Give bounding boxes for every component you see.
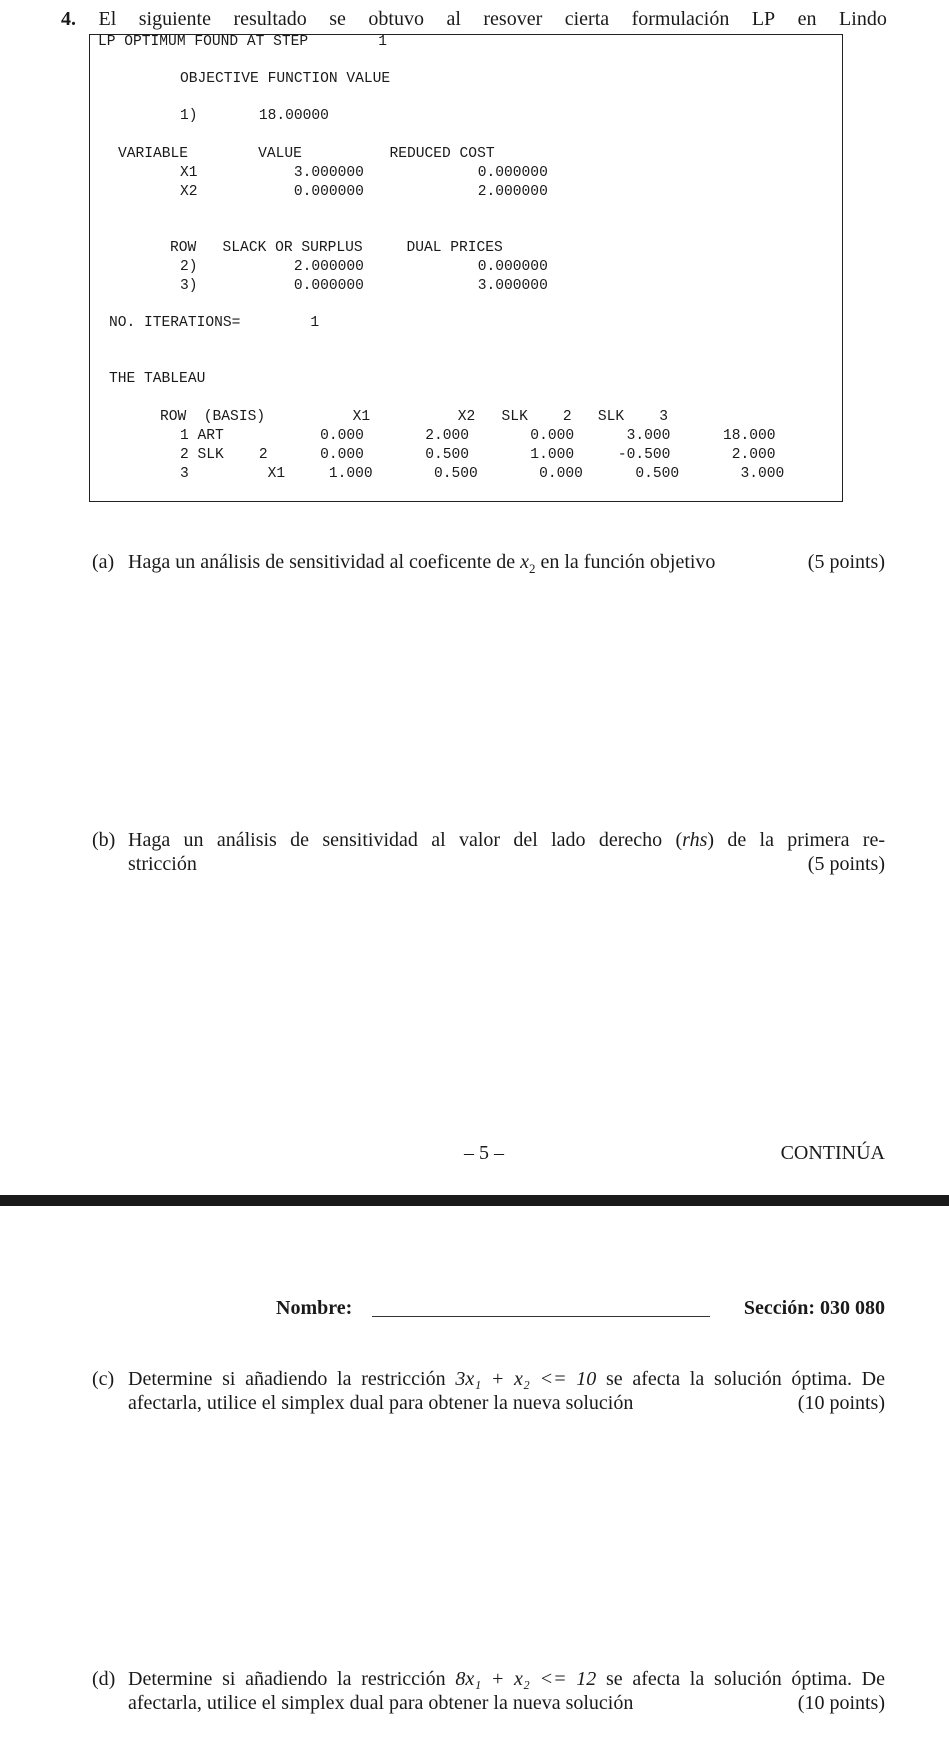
tableau-header: ROW (BASIS) X1 X2 SLK 2 SLK 3: [160, 409, 668, 425]
question-d-points: (10 points): [797, 1692, 885, 1714]
question-a-points: (5 points): [807, 551, 885, 573]
question-a-sub: 2: [528, 561, 536, 576]
name-label: Nombre:: [276, 1297, 353, 1319]
tableau-row: 2 SLK 2 0.000 0.500 1.000 -0.500 2.000: [180, 447, 776, 463]
intro-word: resultado: [233, 8, 307, 30]
question-b-line1-text: Haga un análisis de sensitividad al valor del lado derecho (: [128, 829, 683, 851]
intro-word: siguiente: [138, 8, 211, 30]
intro-word: cierta: [564, 8, 610, 30]
objective-value: 1) 18.00000: [180, 108, 329, 124]
question-b-points: (5 points): [807, 853, 885, 875]
intro-word: Lindo: [839, 8, 887, 30]
variable-header: VARIABLE VALUE REDUCED COST: [118, 146, 495, 162]
question-d-label: (d): [92, 1668, 116, 1690]
name-field-line: [372, 1316, 710, 1317]
question-b-label: (b): [92, 829, 116, 851]
tableau-row: 3 X1 1.000 0.500 0.000 0.500 3.000: [180, 466, 785, 482]
intro-word: al: [446, 8, 461, 30]
question-b-line1: [128, 829, 885, 852]
question-a-var: x: [520, 551, 529, 573]
lindo-header: LP OPTIMUM FOUND AT STEP 1: [98, 34, 388, 50]
tableau-label: THE TABLEAU: [109, 371, 206, 387]
question-b-rhs: rhs: [682, 829, 708, 851]
page-number: – 5 –: [464, 1142, 504, 1164]
intro-word: LP: [751, 8, 776, 30]
intro-word: formulación: [631, 8, 730, 30]
intro-word: obtuvo: [368, 8, 424, 30]
variable-row: X1 3.000000 0.000000: [180, 165, 548, 181]
objective-label: OBJECTIVE FUNCTION VALUE: [180, 71, 391, 87]
question-d-text-after: se afecta la solución óptima. De: [596, 1668, 885, 1690]
continue-label: CONTINÚA: [780, 1142, 885, 1164]
question-c-text-before: Determine si añadiendo la restricción: [128, 1368, 456, 1390]
section-label: Sección: 030 080: [743, 1297, 885, 1319]
intro-word: en: [797, 8, 817, 30]
question-d-text-before: Determine si añadiendo la restricción: [128, 1668, 456, 1690]
page-separator: [0, 1195, 949, 1206]
intro-word: El: [98, 8, 117, 30]
question-c-line1: [128, 1368, 885, 1391]
question-a-label: (a): [92, 551, 115, 573]
question-c-label: (c): [92, 1368, 115, 1390]
question-c-line2: afectarla, utilice el simplex dual para obtener la nueva solución: [128, 1392, 634, 1414]
iterations: NO. ITERATIONS= 1: [109, 315, 320, 331]
intro-word: resover: [483, 8, 543, 30]
question-c-points: (10 points): [797, 1392, 885, 1414]
question-a-text-before: Haga un análisis de sensitividad al coeficente de: [128, 551, 521, 573]
slack-row: 2) 2.000000 0.000000: [180, 259, 548, 275]
question-c-text-after: se afecta la solución óptima. De: [596, 1368, 885, 1390]
question-c-math: 3x₁ + x₂ <= 10: [455, 1368, 597, 1390]
question-a-text: [128, 551, 715, 577]
problem-number: 4.: [61, 8, 76, 30]
question-b-line1-end: ) de la primera re-: [707, 829, 885, 851]
question-d-line2: afectarla, utilice el simplex dual para obtener la nueva solución: [128, 1692, 634, 1714]
question-b-line2: stricción: [128, 853, 197, 875]
slack-row: 3) 0.000000 3.000000: [180, 278, 548, 294]
variable-row: X2 0.000000 2.000000: [180, 184, 548, 200]
row-header: ROW SLACK OR SURPLUS DUAL PRICES: [170, 240, 503, 256]
intro-word: se: [329, 8, 346, 30]
question-d-line1: [128, 1668, 885, 1691]
problem-intro: [61, 8, 887, 31]
question-d-math: 8x₁ + x₂ <= 12: [455, 1668, 597, 1690]
question-a-text-after: en la función objetivo: [535, 551, 716, 573]
tableau-row: 1 ART 0.000 2.000 0.000 3.000 18.000: [180, 428, 776, 444]
